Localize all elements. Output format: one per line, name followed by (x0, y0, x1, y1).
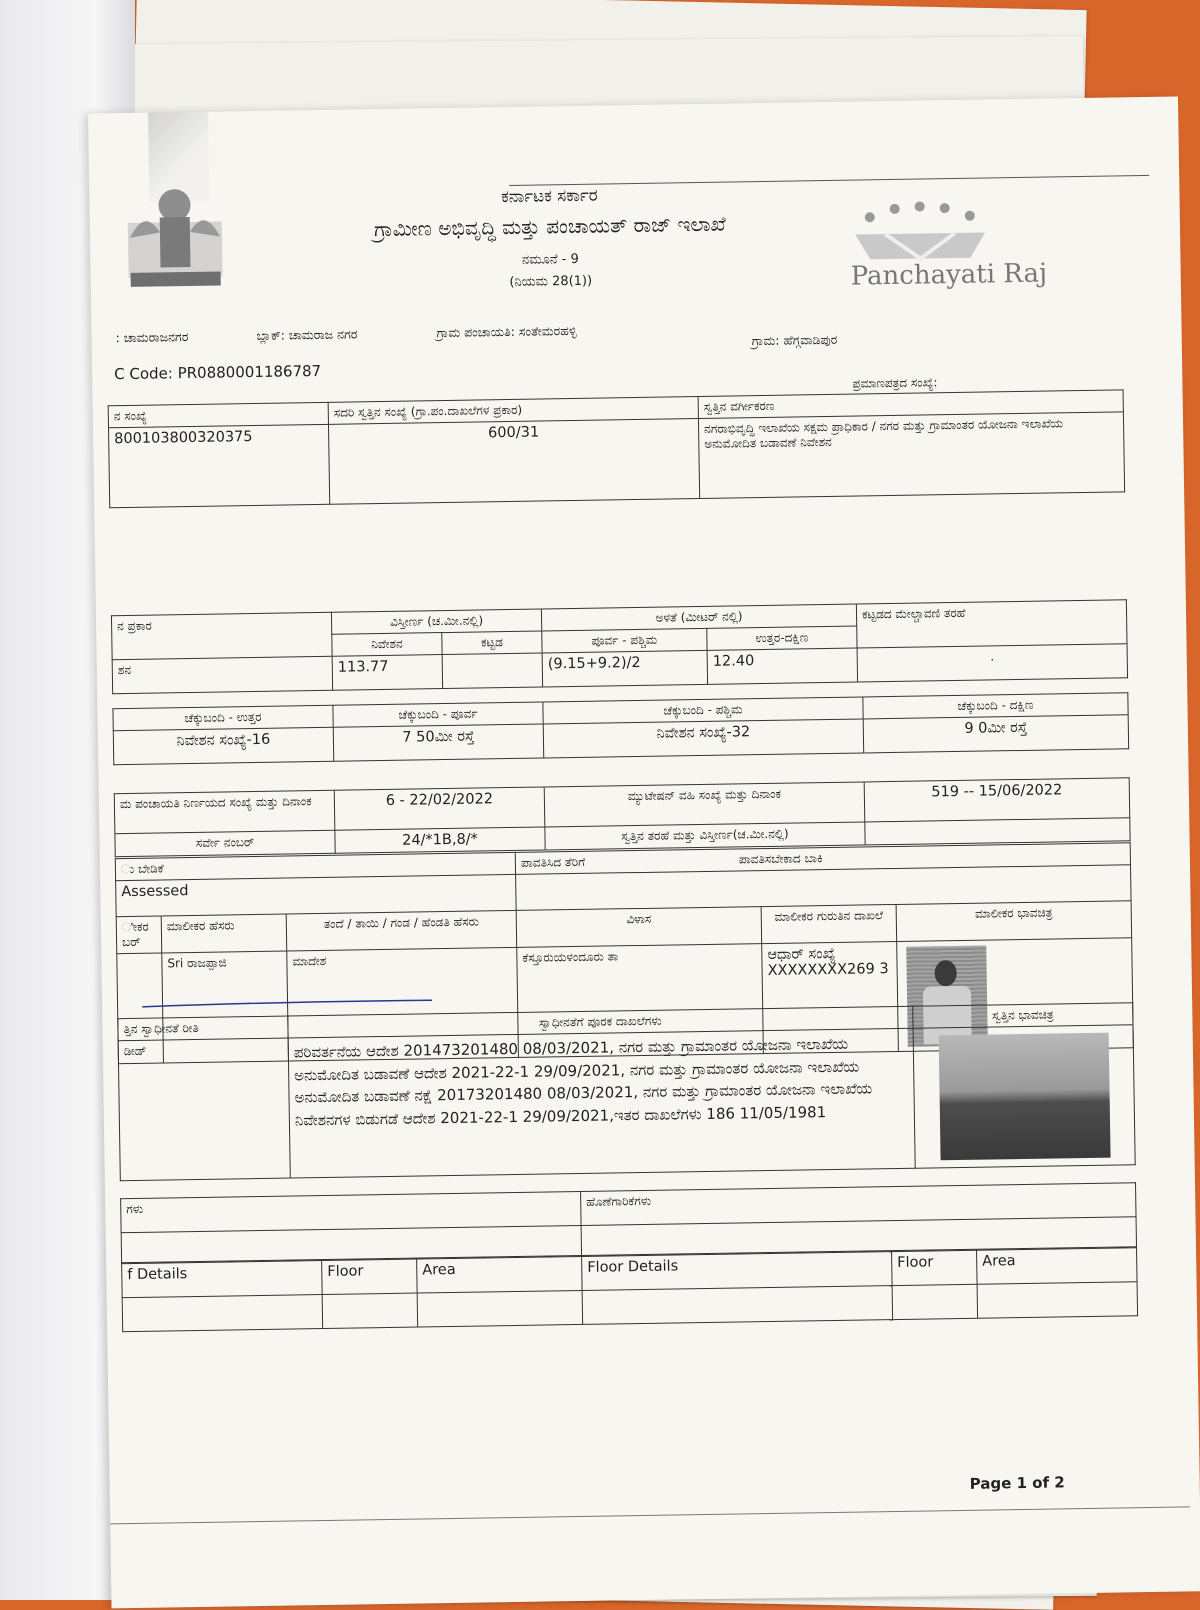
resolution-value: 6 - 22/02/2022 (334, 787, 545, 830)
boundary-west-value: ನಿವೇಶನ ಸಂಖ್ಯೆ-32 (543, 719, 863, 758)
north-south-label: ಉತ್ತರ-ದಕ್ಷಿಣ (707, 626, 857, 650)
site-label: ನಿವೇಶನ (332, 633, 442, 657)
block: ಬ್ಲಾಕ್: ಚಾಮರಾಜ ನಗರ (256, 326, 358, 343)
ownership-table (117, 1002, 1135, 1181)
property-number-label: ಸದರಿ ಸ್ವತ್ತಿನ ಸಂಖ್ಯೆ (ಗ್ರಾ.ಪಂ.ದಾಖಲೆಗಳ ಪ್ರಕಾರ) (328, 397, 698, 425)
karnataka-emblem-icon (119, 176, 231, 298)
footer-rule (110, 1506, 1190, 1524)
owner-address-value: ಕೆಸ್ತೂರುಯಳಂದೂರು ತಾ (517, 944, 764, 1058)
building-area-value (442, 653, 543, 689)
tax-balance-label: ಪಾವತಿಸಬೇಕಾದ ಬಾಕಿ (738, 851, 823, 867)
roof-type-value: . (857, 644, 1128, 682)
resolution-label: ಮ ಪಂಚಾಯತಿ ನಿರ್ಣಯದ ಸಂಖ್ಯೆ ಮತ್ತು ದಿನಾಂಕ (114, 790, 335, 833)
owner-address-label: ವಿಳಾಸ (516, 907, 762, 948)
owner-name-value: Sri ರಾಜಪ್ಪಾಜಿ (162, 951, 289, 1063)
property-id-table (108, 389, 1125, 508)
mutation-label: ಮ್ಯುಟೇಷನ್ ವಹಿ ಸಂಖ್ಯೆ ಮತ್ತು ದಿನಾಂಕ (544, 782, 865, 827)
tax-demand-label: ು ಬೇಡಿಕೆ (115, 852, 515, 880)
owner-relation-label: ತಂದೆ / ತಾಯಿ / ಗಂಡ / ಹೆಂಡತಿ ಹೆಸರು (286, 910, 517, 951)
page-number: Page 1 of 2 (969, 1473, 1065, 1493)
tax-paid-label: ಪಾವತಿಸಿದ ತೆರಿಗೆ (520, 854, 586, 870)
owner-id-label: ಮಾಲೀಕರ ಗುರುತಿನ ದಾಖಲೆ (761, 904, 897, 943)
floor-details-label-left: f Details (122, 1261, 323, 1298)
survey-number-label: ಸರ್ವೇ ನಂಬರ್ (115, 830, 335, 856)
property-type-extent-label: ಸ್ವತ್ತಿನ ತರಹೆ ಮತ್ತು ವಿಸ್ತೀರ್ಣ(ಚ.ಮೀ.ನಲ್ಲಿ) (545, 822, 865, 850)
area-value-left (417, 1290, 583, 1327)
village: ಗ್ರಾಮ: ಹೆಗ್ಗವಾಡಿಪುರ (751, 331, 838, 349)
survey-number-value: 24/*1B,8/* (335, 827, 545, 853)
government-title: ಕರ್ನಾಟಕ ಸರ್ಕಾರ (500, 185, 598, 208)
building-label: ಕಟ್ಟಡ (442, 631, 542, 655)
boundary-east-value: 7 50ಮೀ ರಸ್ತೆ (333, 724, 544, 761)
header-rule (509, 175, 1149, 186)
rule-number: (ನಿಯಮ 28(1)) (509, 273, 593, 290)
east-west-label: ಪೂರ್ವ - ಪಶ್ಚಿಮ (542, 628, 707, 653)
tax-demand-value: Assessed (116, 874, 517, 916)
east-west-value: (9.15+9.2)/2 (542, 650, 708, 687)
property-photo (938, 1033, 1110, 1161)
boundary-north-value: ನಿವೇಶನ ಸಂಖ್ಯೆ-16 (113, 727, 334, 764)
floor-label-right: Floor (892, 1250, 978, 1285)
boundary-south-label: ಚೆಕ್ಕುಬಂದಿ - ದಕ್ಷಿಣ (863, 693, 1128, 719)
boundaries-table (112, 692, 1129, 765)
owner-photo-label: ಮಾಲೀಕರ ಭಾವಚಿತ್ರ (896, 901, 1132, 942)
liabilities-label: ಹೊಣೆಗಾರಿಕೆಗಳು (581, 1183, 1136, 1226)
property-type-label: ನ ಪ್ರಕಾರ (111, 612, 332, 659)
floor-details-table (121, 1247, 1138, 1332)
owner-name-label: ಮಾಲೀಕರ ಹೆಸರು (161, 914, 287, 953)
property-id-value: 800103800320375 (109, 424, 330, 507)
ownership-mode-value: ಡೀಡ್ (118, 1038, 290, 1181)
area-label-right: Area (977, 1248, 1138, 1285)
property-photo-label: ಸ್ವತ್ತಿನ ಭಾವಚಿತ್ರ (913, 1003, 1133, 1028)
area-label-left: Area (417, 1256, 583, 1293)
dimensions-label: ಅಳತೆ (ಮೀಟರ್ ನಲ್ಲಿ) (541, 604, 856, 631)
certificate-number-label: ಪ್ರಮಾಣಪತ್ರದ ಸಂಖ್ಯೆ: (852, 375, 938, 391)
roof-type-label: ಕಟ್ಟಡದ ಮೇಲ್ಚಾವಣಿ ತರಹೆ (856, 600, 1127, 648)
owner-relation-value: ಮಾದೇಶ (287, 947, 519, 1061)
floor-details-label-right: Floor Details (582, 1252, 892, 1291)
property-id-label: ನ ಸಂಖ್ಯೆ (108, 402, 328, 427)
misc-label: ಗಳು (121, 1191, 581, 1232)
owner-photo-head (935, 960, 957, 986)
extent-label: ವಿಸ್ತೀರ್ಣ (ಚ.ಮೀ.ನಲ್ಲಿ) (331, 609, 541, 634)
owner-id-value: ಆಧಾರ್ ಸಂಖ್ಯೆ XXXXXXXX269 3 (762, 941, 899, 1053)
owner-number-label: ೀಕರ ಬರ್ (116, 916, 162, 954)
ownership-docs-label: ಸ್ವಾಧೀನತೆಗೆ ಪೂರಕ ದಾಖಲೆಗಳು (288, 1006, 913, 1038)
ownership-docs-value: ಪರಿವರ್ತನೆಯ ಆದೇಶ 201473201480 08/03/2021, ನಗರ ಮತ್ತು ಗ್ರಾಮಾಂತರ ಯೋಜನಾ ಇಲಾಖೆಯ ಅನುಮೋದಿತ ಬಡಾವಣೆ ಆದೇಶ 2021-22-1 29/09/2021, ನಗರ ಮತ್ತು ಗ್ರಾಮಾಂತರ ಯೋಜನಾ ಇಲಾಖೆಯ ಅನುಮೋದಿತ ಬಡಾವಣೆ ನಕ್ಷೆ 20173201480 08/03/2021, ನಗರ ಮತ್ತು ಗ್ರಾಮಾಂತರ ಯೋಜನಾ ಇಲಾಖೆಯ ನಿವೇಶನಗಳ ಬಿಡುಗಡೆ ಆದೇಶ 2021-22-1 29/09/2021,ಇತರ ದಾಖಲೆಗಳು 186 11/05/1981 (288, 1028, 915, 1178)
mutation-value: 519 -- 15/06/2022 (864, 778, 1130, 822)
boundary-east-label: ಚೆಕ್ಕುಬಂದಿ - ಪೂರ್ವ (333, 702, 543, 727)
floor-value-right (892, 1284, 978, 1319)
property-type-value: ಶನ (112, 656, 333, 693)
floor-details-value-left (122, 1295, 323, 1332)
property-type-extent-value (865, 818, 1130, 845)
site-area-value: 113.77 (332, 655, 443, 691)
department-title: ಗ್ರಾಮೀಣ ಅಭಿವೃದ್ಧಿ ಮತ್ತು ಪಂಚಾಯತ್ ರಾಜ್ ಇಲಾಖೆ (373, 211, 726, 242)
ownership-mode-label: ತ್ತಿನ ಸ್ವಾಧೀನತೆ ರೀತಿ (118, 1016, 288, 1041)
boundary-north-label: ಚೆಕ್ಕುಬಂದಿ - ಉತ್ತರ (113, 705, 333, 730)
floor-label-left: Floor (322, 1259, 418, 1294)
boundary-west-label: ಚೆಕ್ಕುಬಂದಿ - ಪಶ್ಚಿಮ (543, 697, 863, 724)
gram-panchayat: ಗ್ರಾಮ ಪಂಚಾಯತಿ: ಸಂತೇಮರಹಳ್ಳಿ (436, 322, 577, 341)
form-number: ನಮೂನೆ - 9 (521, 251, 579, 268)
property-number-value: 600/31 (328, 419, 699, 505)
property-class-value: ನಗರಾಭಿವೃದ್ಧಿ ಇಲಾಖೆಯ ಸಕ್ಷಮ ಪ್ರಾಧಿಕಾರ / ನಗರ ಮತ್ತು ಗ್ರಾಮಾಂತರ ಯೋಜನಾ ಇಲಾಖೆಯ ಅನುಮೋದಿತ ಬಡಾವಣೆ ನಿವೇಶನ (698, 412, 1124, 499)
floor-details-value-right (582, 1286, 892, 1325)
property-class-label: ಸ್ವತ್ತಿನ ವರ್ಗೀಕರಣ (698, 390, 1123, 419)
floor-value-left (322, 1293, 418, 1328)
area-value-right (977, 1282, 1138, 1319)
north-south-value: 12.40 (707, 648, 858, 684)
area-table (111, 599, 1128, 694)
panchayati-raj-text: Panchayati Raj (850, 258, 1048, 292)
property-photo-cell (913, 1025, 1135, 1168)
document-sheet (88, 96, 1200, 1608)
property-code: C Code: PR0880001186787 (114, 361, 322, 384)
district: : ಚಾಮರಾಜನಗರ (115, 329, 189, 346)
boundary-south-value: 9 0ಮೀ ರಸ್ತೆ (863, 715, 1129, 753)
